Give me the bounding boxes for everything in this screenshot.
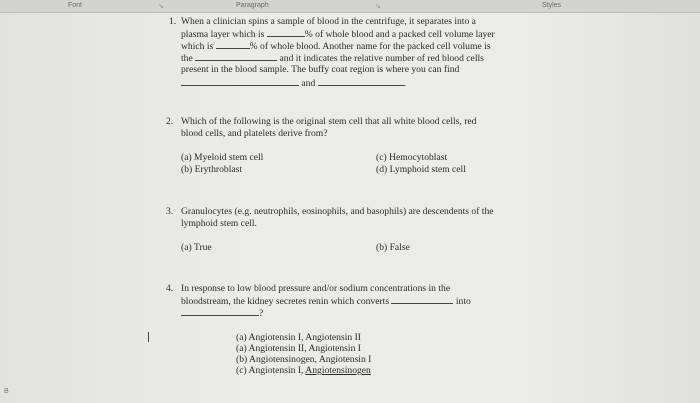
q1-line-6-and: and	[301, 78, 316, 89]
q1-line-2b: % of whole blood and a packed cell volume layer	[304, 29, 495, 40]
paragraph-group-label[interactable]: Paragraph	[236, 2, 269, 9]
q1-line-4	[181, 52, 484, 64]
q2-line-1: Which of the following is the original stem cell that all white blood cells, red	[181, 116, 477, 127]
q3-line-1: Granulocytes (e.g. neutrophils, eosinophils, and basophils) are descendents of the	[181, 206, 494, 217]
font-group-label[interactable]: Font	[68, 2, 83, 9]
q1-blank-packed[interactable]	[216, 40, 250, 49]
q2-line-2: blood cells, and platelets derive from?	[181, 128, 328, 139]
q4-line-2b: into	[455, 296, 471, 307]
q1-line-6-end: .	[403, 78, 407, 89]
q4-option-4a: (c) Angiotensin I,	[236, 365, 304, 376]
q1-line-2	[181, 28, 495, 40]
q1-line-3b: % of whole blood. Another name for the packed cell volume is	[249, 41, 491, 52]
q1-blank-name[interactable]	[195, 52, 277, 61]
q1-line-3	[181, 40, 491, 52]
font-dialog-launcher-icon[interactable]: ↘	[158, 3, 164, 10]
q1-blank-buffy-1[interactable]	[181, 77, 299, 86]
q4-option-2: (a) Angiotensin II, Angiotensin I	[236, 343, 361, 354]
q2-option-d: (d) Lymphoid stem cell	[376, 164, 466, 175]
q4-option-3: (b) Angiotensinogen, Angiotensin I	[236, 354, 372, 365]
q2-option-c: (c) Hemocytoblast	[376, 152, 448, 163]
q1-line-3a: which is	[181, 41, 214, 52]
q4-blank-product[interactable]	[181, 307, 259, 316]
ribbon-toolbar	[0, 0, 700, 13]
q3-line-2: lymphoid stem cell.	[181, 218, 257, 229]
q3-option-a: (a) True	[181, 242, 212, 253]
margin-mark: B	[4, 388, 9, 395]
q1-blank-buffy-2[interactable]	[318, 77, 404, 86]
q4-option-1: (a) Angiotensin I, Angiotensin II	[236, 332, 361, 343]
q1-line-4a: the	[181, 53, 193, 64]
q4-option-4b: Angiotensinogen	[305, 365, 371, 376]
q4-line-2	[181, 295, 471, 307]
q1-line-5: present in the blood sample. The buffy coat region is where you can find	[181, 64, 460, 75]
styles-group-label[interactable]: Styles	[542, 2, 562, 9]
paragraph-dialog-launcher-icon[interactable]: ↘	[375, 3, 381, 10]
q2-option-a: (a) Myeloid stem cell	[181, 152, 264, 163]
q1-line-1: When a clinician spins a sample of blood in the centrifuge, it separates into a	[181, 16, 476, 27]
q4-line-3-q: ?	[259, 308, 264, 319]
q1-number: 1.	[169, 16, 177, 27]
q1-line-6	[181, 77, 406, 89]
q3-number: 3.	[166, 206, 174, 217]
q2-number: 2.	[166, 116, 174, 127]
q3-option-b: (b) False	[376, 242, 410, 253]
q4-option-4	[236, 365, 371, 376]
q4-number: 4.	[166, 283, 174, 294]
q1-blank-plasma[interactable]	[267, 28, 305, 37]
q1-line-4b: and it indicates the relative number of red blood cells	[279, 53, 484, 64]
text-cursor	[148, 332, 149, 342]
q4-blank-converts[interactable]	[391, 295, 453, 304]
document-page[interactable]	[0, 13, 700, 403]
q4-line-3	[181, 307, 263, 319]
q1-line-2a: plasma layer which is	[181, 29, 265, 40]
q4-line-2a: bloodstream, the kidney secretes renin which converts	[181, 296, 390, 307]
q4-line-1: In response to low blood pressure and/or sodium concentrations in the	[181, 283, 451, 294]
q2-option-b: (b) Erythroblast	[181, 164, 243, 175]
